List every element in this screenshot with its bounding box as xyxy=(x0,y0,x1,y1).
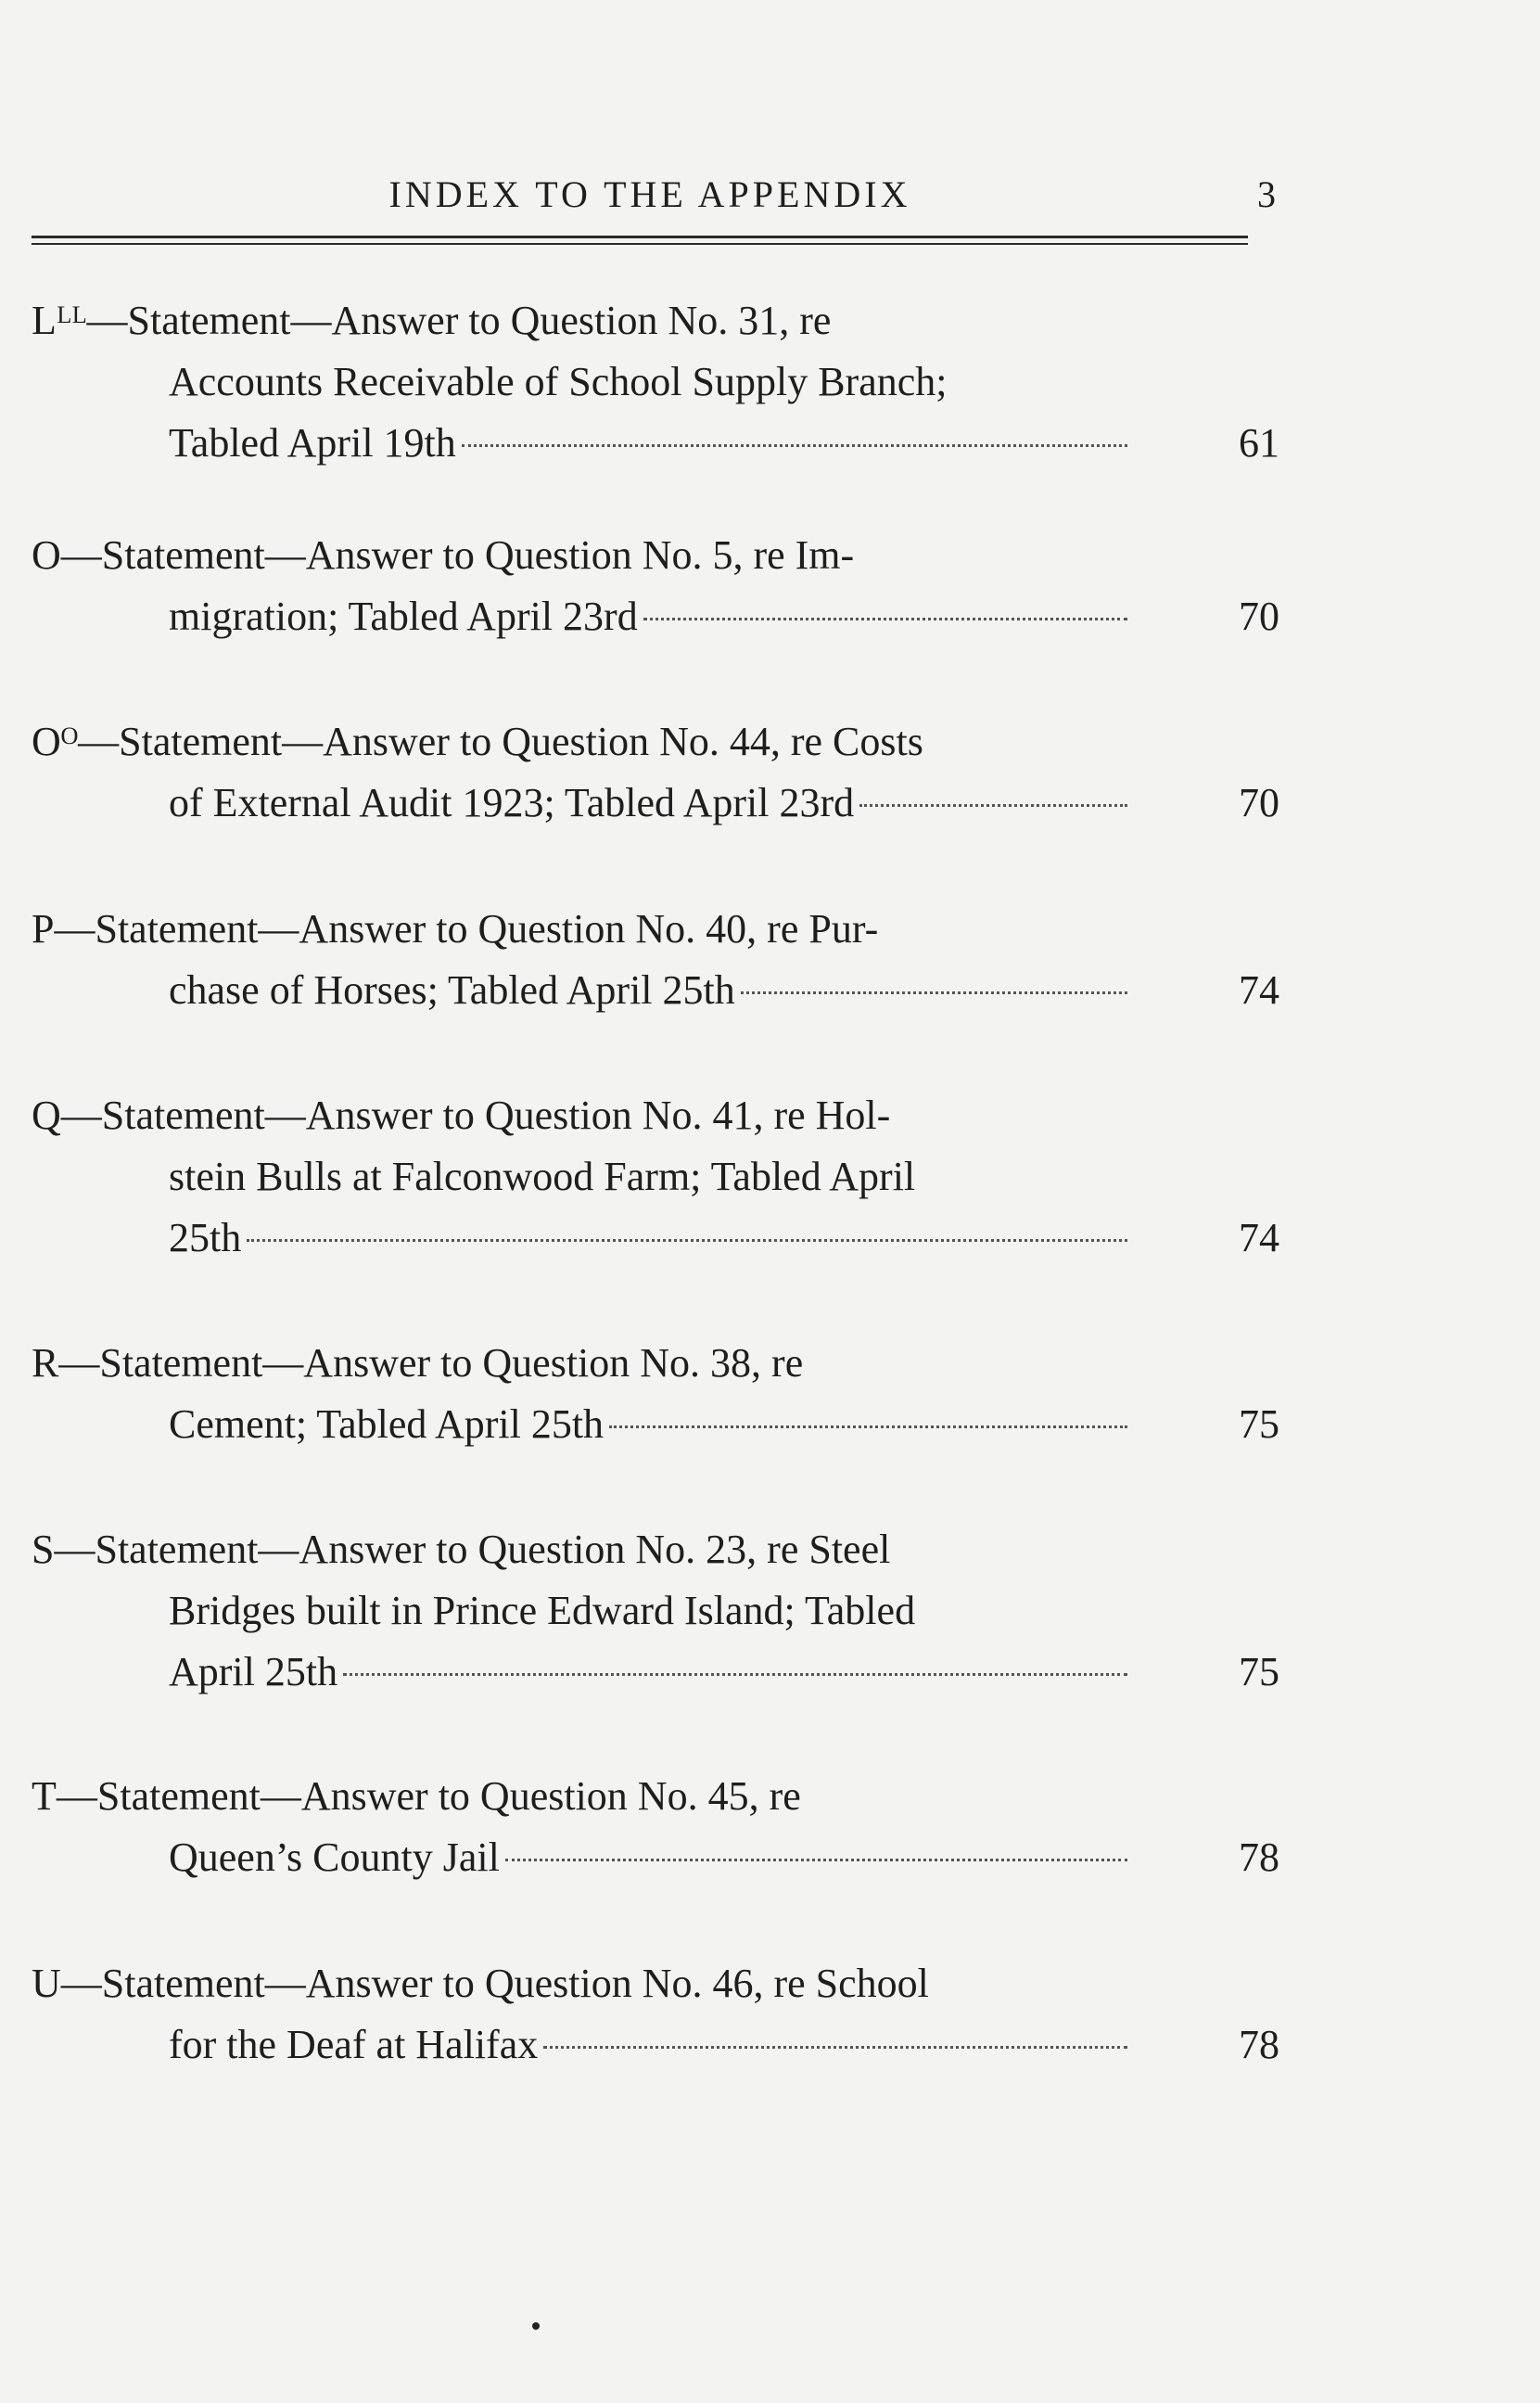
entry-page-number: 74 xyxy=(1239,1215,1279,1260)
entry-page-number: 74 xyxy=(1239,967,1279,1013)
index-entry xyxy=(32,1766,1279,1888)
page-speck xyxy=(532,2322,540,2330)
entry-first-line: T—Statement—Answer to Question No. 45, re xyxy=(32,1773,801,1819)
index-entry xyxy=(32,290,1279,474)
entry-page-number: 75 xyxy=(1239,1649,1279,1694)
dot-leader xyxy=(741,991,1127,994)
entry-last-line: migration; Tabled April 23rd xyxy=(169,594,638,639)
header-rule-top xyxy=(32,236,1248,238)
entry-first-line: S—Statement—Answer to Question No. 23, re Steel xyxy=(32,1527,891,1572)
dot-leader xyxy=(859,804,1127,807)
dot-leader xyxy=(505,1859,1127,1861)
index-entry xyxy=(32,525,1279,647)
entry-last-line: Queen’s County Jail xyxy=(169,1834,500,1880)
dot-leader xyxy=(643,618,1127,620)
entry-last-line: of External Audit 1923; Tabled April 23rd xyxy=(169,780,855,825)
entry-first-line: Lᴸᴸ—Statement—Answer to Question No. 31, re xyxy=(32,298,832,343)
entry-first-line: O—Statement—Answer to Question No. 5, re Im- xyxy=(32,532,855,578)
entry-last-line: Cement; Tabled April 25th xyxy=(169,1401,605,1447)
page-number: 3 xyxy=(1257,173,1276,215)
dot-leader xyxy=(462,444,1127,447)
entry-page-number: 75 xyxy=(1239,1401,1279,1447)
dot-leader xyxy=(609,1425,1127,1428)
index-entry xyxy=(32,711,1279,834)
entry-page-number: 61 xyxy=(1239,420,1279,466)
entry-last-line: Tabled April 19th xyxy=(169,420,456,466)
entry-continuation-line: Bridges built in Prince Edward Island; Tabled xyxy=(169,1588,916,1633)
index-entry xyxy=(32,1953,1279,2076)
running-header xyxy=(32,173,1276,219)
entry-continuation-line: Accounts Receivable of School Supply Branch; xyxy=(169,359,948,404)
header-rule-bottom xyxy=(32,243,1248,245)
entry-first-line: P—Statement—Answer to Question No. 40, re Pur- xyxy=(32,906,879,952)
entry-first-line: Q—Statement—Answer to Question No. 41, re Hol- xyxy=(32,1093,891,1138)
entry-page-number: 78 xyxy=(1239,1834,1279,1880)
entry-page-number: 70 xyxy=(1239,780,1279,825)
entry-page-number: 78 xyxy=(1239,2022,1279,2067)
entry-first-line: U—Statement—Answer to Question No. 46, re School xyxy=(32,1961,929,2006)
index-entry xyxy=(32,1085,1279,1269)
entry-last-line: 25th xyxy=(169,1215,242,1260)
entry-last-line: for the Deaf at Halifax xyxy=(169,2022,539,2067)
dot-leader xyxy=(247,1239,1127,1242)
index-entry xyxy=(32,1519,1279,1703)
page-title: INDEX TO THE APPENDIX xyxy=(388,173,911,215)
entry-first-line: R—Statement—Answer to Question No. 38, re xyxy=(32,1340,804,1386)
index-entry xyxy=(32,1333,1279,1455)
entry-page-number: 70 xyxy=(1239,594,1279,639)
entry-first-line: Oᴼ—Statement—Answer to Question No. 44, re Costs xyxy=(32,719,923,764)
entry-last-line: April 25th xyxy=(169,1649,338,1694)
entry-last-line: chase of Horses; Tabled April 25th xyxy=(169,967,735,1013)
entry-continuation-line: stein Bulls at Falconwood Farm; Tabled April xyxy=(169,1154,916,1199)
dot-leader xyxy=(543,2046,1127,2049)
dot-leader xyxy=(343,1673,1127,1676)
index-entry xyxy=(32,899,1279,1021)
